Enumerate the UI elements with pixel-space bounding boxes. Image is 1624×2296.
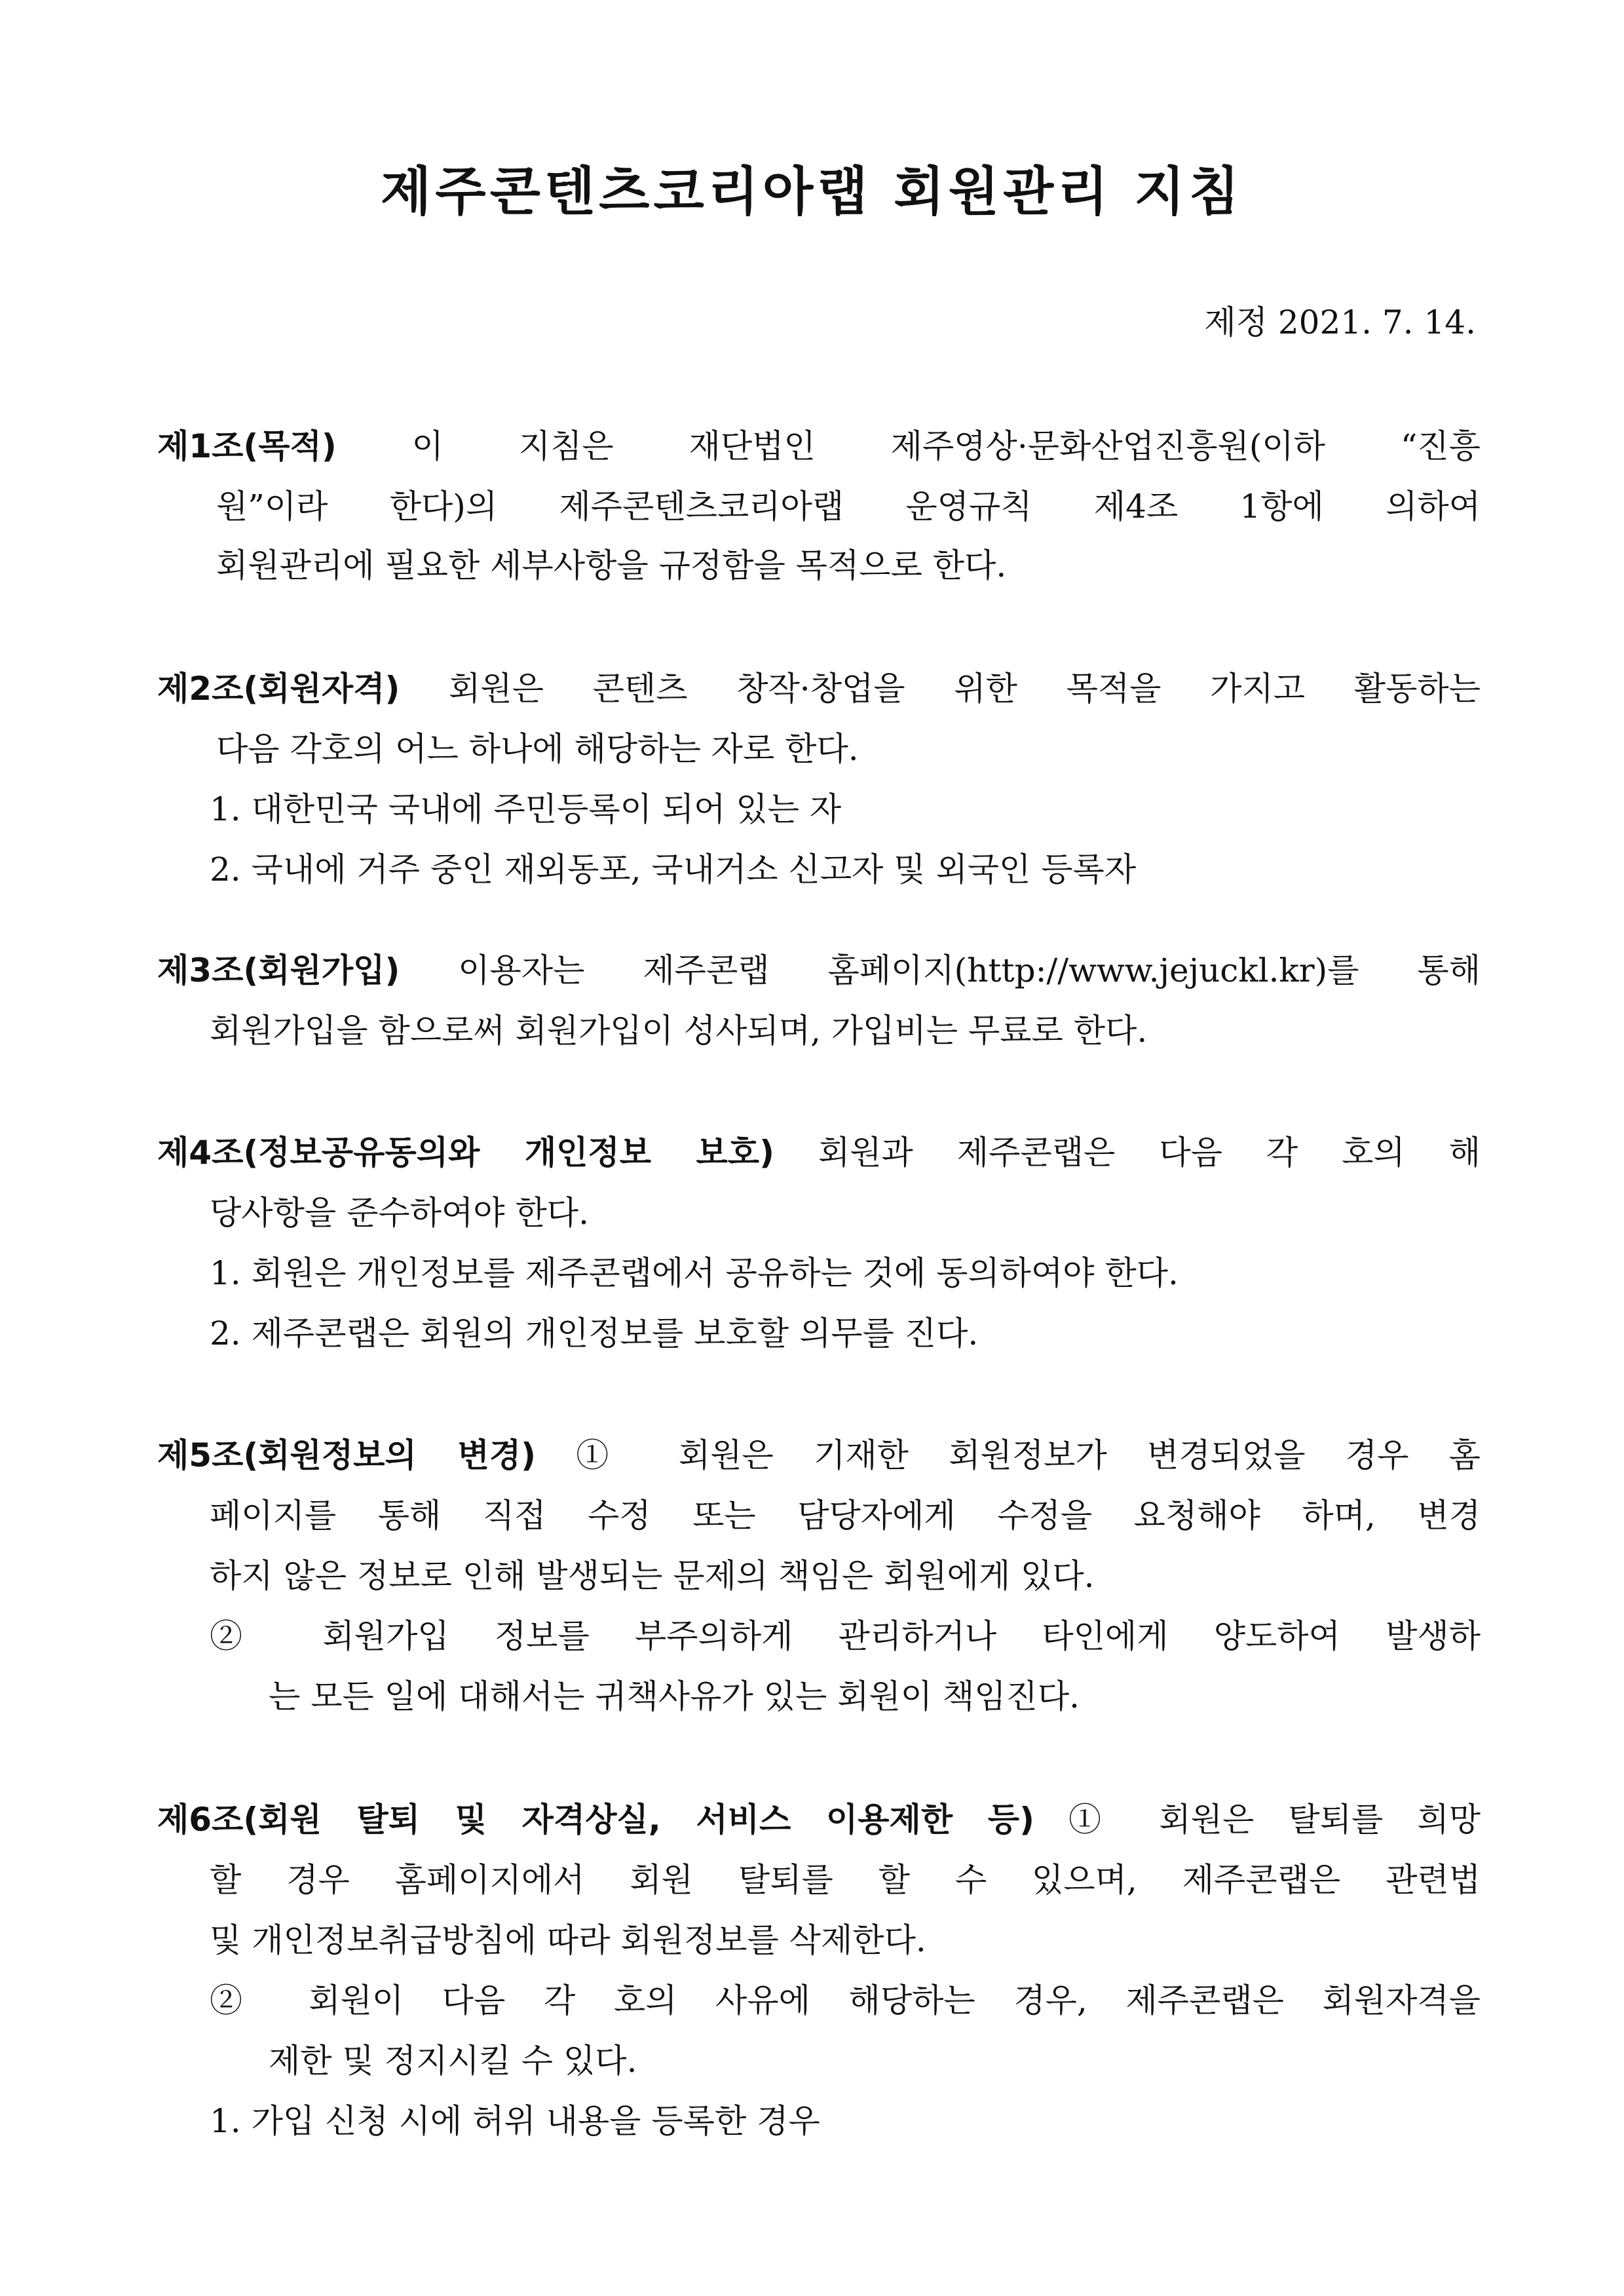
article-6-line-4: ② 회원이 다음 각 호의 사유에 해당하는 경우, 제주콘랩은 회원자격을 (210, 1981, 1481, 2019)
article-3-line-2: 회원가입을 함으로써 회원가입이 성사되며, 가입비는 무료로 한다. (210, 1012, 1148, 1050)
article-2-heading: 제2조(회원자격) (157, 670, 400, 708)
article-2-line-1 (157, 668, 1481, 709)
article-1-line-2: 원”이라 한다)의 제주콘텐츠코리아랩 운영규칙 제4조 1항에 의하여 (216, 488, 1481, 526)
article-1-line-1 (157, 426, 1481, 467)
article-4-line-2: 당사항을 준수하여야 한다. (210, 1194, 589, 1232)
enactment-date: 제정 2021. 7. 14. (1204, 303, 1476, 341)
article-6-item-1: 1. 가입 신청 시에 허위 내용을 등록한 경우 (210, 2102, 820, 2140)
article-5-heading: 제5조(회원정보의 변경) (157, 1436, 536, 1474)
article-2-item-2: 2. 국내에 거주 중인 재외동포, 국내거소 신고자 및 외국인 등록자 (210, 851, 1137, 889)
article-5-line-2: 페이지를 통해 직접 수정 또는 담당자에게 수정을 요청해야 하며, 변경 (210, 1497, 1481, 1535)
article-6-text-1: ① 회원은 탈퇴를 희망 (1034, 1801, 1481, 1839)
article-5-line-5: 는 모든 일에 대해서는 귀책사유가 있는 회원이 책임진다. (269, 1677, 1080, 1715)
article-1-heading: 제1조(목적) (157, 427, 337, 465)
article-3-heading: 제3조(회원가입) (157, 951, 400, 989)
article-5-line-4: ② 회원가입 정보를 부주의하게 관리하거나 타인에게 양도하여 발생하 (210, 1617, 1481, 1655)
article-4-item-2: 2. 제주콘랩은 회원의 개인정보를 보호할 의무를 진다. (210, 1314, 979, 1352)
article-6-line-3: 및 개인정보취급방침에 따라 회원정보를 삭제한다. (210, 1921, 926, 1959)
article-4-item-1: 1. 회원은 개인정보를 제주콘랩에서 공유하는 것에 동의하여야 한다. (210, 1254, 1179, 1292)
article-6-line-2: 할 경우 홈페이지에서 회원 탈퇴를 할 수 있으며, 제주콘랩은 관련법 (210, 1861, 1481, 1899)
article-3-line-1 (157, 950, 1481, 991)
article-5-line-1 (157, 1435, 1481, 1476)
article-2-line-2: 다음 각호의 어느 하나에 해당하는 자로 한다. (216, 730, 859, 768)
article-4-line-1 (157, 1132, 1481, 1173)
article-2-item-1: 1. 대한민국 국내에 주민등록이 되어 있는 자 (210, 790, 842, 828)
article-5-line-3: 하지 않은 정보로 인해 발생되는 문제의 책임은 회원에게 있다. (210, 1557, 1095, 1595)
document-title: 제주콘텐츠코리아랩 회원관리 지침 (381, 161, 1243, 222)
article-4-text-1: 회원과 제주콘랩은 다음 각 호의 해 (774, 1134, 1481, 1172)
article-5-text-1: ① 회원은 기재한 회원정보가 변경되었을 경우 홈 (535, 1436, 1481, 1474)
article-4-heading: 제4조(정보공유동의와 개인정보 보호) (157, 1134, 774, 1172)
article-2-text-1: 회원은 콘텐츠 창작·창업을 위한 목적을 가지고 활동하는 (400, 670, 1481, 708)
article-3-text-1: 이용자는 제주콘랩 홈페이지(http://www.jejuckl.kr)를 통해 (400, 951, 1481, 989)
article-6-heading: 제6조(회원 탈퇴 및 자격상실, 서비스 이용제한 등) (157, 1801, 1034, 1839)
article-1-line-3: 회원관리에 필요한 세부사항을 규정함을 목적으로 한다. (216, 546, 1007, 584)
article-6-line-1 (157, 1799, 1481, 1840)
article-1-text-1: 이 지침은 재단법인 제주영상·문화산업진흥원(이하 “진흥 (336, 427, 1481, 465)
article-6-line-5: 제한 및 정지시킬 수 있다. (269, 2042, 637, 2080)
